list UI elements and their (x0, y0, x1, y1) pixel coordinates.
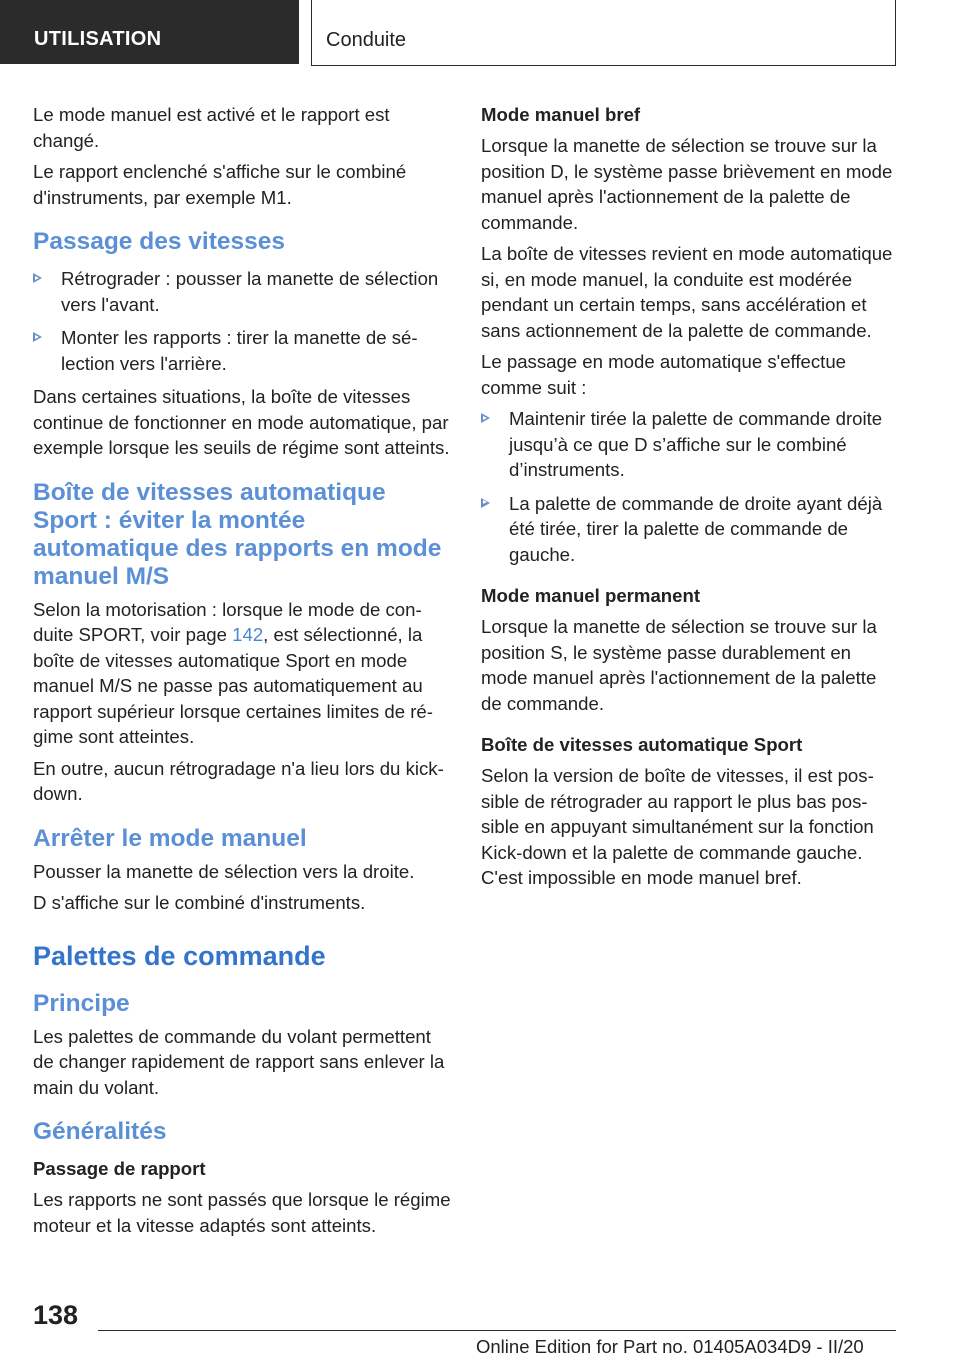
bullet-list (481, 406, 899, 567)
heading-boite-sport: Boîte de vitesses automatique Sport : éviter la montée automatique des rapports en mode manuel M/S (33, 478, 442, 590)
page-number: 138 (33, 1300, 79, 1330)
paragraph: Lorsque la manette de sélection se trouve sur la position S, le système passe durablement en mode manuel après l'actionnement de la palette de commande. (481, 616, 877, 714)
page-link[interactable]: 142 (232, 624, 264, 645)
right-column (481, 102, 899, 897)
paragraph: Lorsque la manette de sélection se trouve sur la position D, le système passe brièvement en mode manuel après l'actionnement de la palette de commande. (481, 135, 893, 233)
header-section-tab (0, 0, 299, 64)
triangle-bullet-icon (33, 332, 42, 342)
list-item: La palette de commande de droite ayant déjà été tirée, tirer la palette de commande de gauche. (481, 491, 899, 568)
paragraph: Les palettes de commande du volant permettent de changer rapidement de rapport sans enlever la main du volant. (33, 1025, 445, 1098)
list-item: Maintenir tirée la palette de commande droite jusqu’à ce que D s’affiche sur le combiné d’instruments. (481, 406, 899, 483)
footer-edition: Online Edition for Part no. 01405A034D9 - II/20 (476, 1336, 864, 1357)
list-item: Rétrograder : pousser la manette de sélection vers l'avant. (33, 266, 453, 317)
subheading-passage-de-rapport: Passage de rapport (33, 1158, 206, 1179)
bullet-list (33, 266, 453, 376)
heading-principe: Principe (33, 989, 130, 1017)
header-chapter-box (311, 0, 896, 66)
triangle-bullet-icon (33, 273, 42, 283)
paragraph: Dans certaines situations, la boîte de vitesses continue de fonctionner en mode automatique, par exemple lorsque les seuils de régime sont atteints. (33, 386, 450, 458)
paragraph: En outre, aucun rétrogradage n'a lieu lors du kick-down. (33, 757, 444, 804)
header-section-label: UTILISATION (34, 28, 162, 50)
heading-generalites: Généralités (33, 1118, 167, 1145)
paragraph: Le rapport enclenché s'affiche sur le combiné d'instruments, par exemple M1. (33, 161, 407, 208)
paragraph: Selon la motorisation : lorsque le mode de conduite SPORT, voir page 142, est sélectionné, la boîte de vitesses automatique Sport en mode manuel M/S ne passe pas automatiquement au rapport supérieur lorsque certaines limites de régime sont atteintes. (33, 598, 433, 747)
paragraph: La boîte de vitesses revient en mode automatique si, en mode manuel, la conduite est modérée pendant un certain temps, sans accélération et sans actionnement de la palette de commande. (481, 243, 893, 341)
subheading-mode-manuel-permanent: Mode manuel permanent (481, 585, 701, 606)
paragraph: Les rapports ne sont passés que lorsque le régime moteur et la vitesse adaptés sont atteints. (33, 1189, 451, 1236)
subheading-mode-manuel-bref: Mode manuel bref (481, 104, 641, 125)
footer-divider (98, 1330, 896, 1331)
triangle-bullet-icon (481, 413, 490, 423)
paragraph: Le mode manuel est activé et le rapport est changé. (33, 104, 390, 151)
triangle-bullet-icon (481, 498, 490, 508)
paragraph: Le passage en mode automatique s'effectue comme suit : (481, 351, 847, 398)
subheading-boite-automatique-sport: Boîte de vitesses automatique Sport (481, 734, 803, 755)
paragraph: Pousser la manette de sélection vers la droite. (33, 860, 415, 882)
list-item: Monter les rapports : tirer la manette de sélection vers l'arrière. (33, 325, 453, 376)
heading-passage-des-vitesses: Passage des vitesses (33, 228, 285, 255)
left-column (33, 102, 453, 1244)
header-chapter-label: Conduite (326, 29, 407, 51)
heading-palettes-de-commande: Palettes de commande (33, 940, 326, 971)
paragraph: D s'affiche sur le combiné d'instruments. (33, 892, 366, 913)
paragraph: Selon la version de boîte de vitesses, il est possible de rétrograder au rapport le plus bas possible en appuyant simultanément sur la fonction Kick-down et la palette de commande gauche. C'est impossible en mode manuel bref. (481, 765, 874, 888)
heading-arreter-mode-manuel: Arrêter le mode manuel (33, 824, 307, 852)
